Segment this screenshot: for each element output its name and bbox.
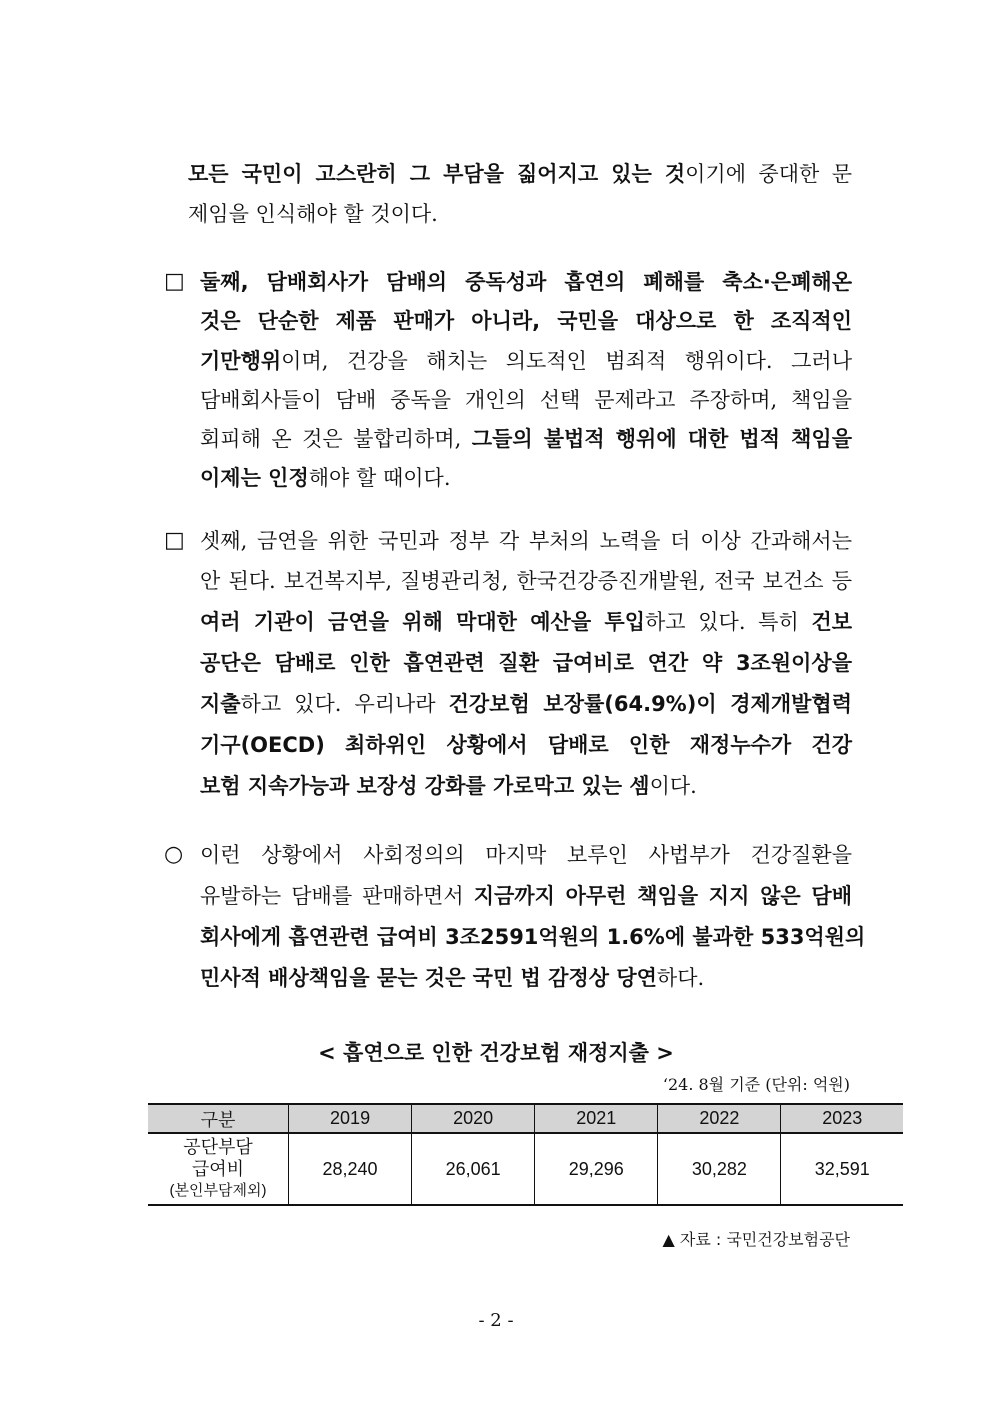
value-2023: 32,591 <box>781 1133 903 1205</box>
para3-line2-plain: 유발하는 담배를 판매하면서 <box>200 884 474 908</box>
header-category: 구분 <box>148 1104 289 1133</box>
para2-line7 <box>200 772 697 800</box>
para2-line2: 안 된다. 보건복지부, 질병관리청, 한국건강증진개발원, 전국 보건소 등 <box>200 569 852 593</box>
table-header-row <box>148 1104 903 1133</box>
row-label <box>148 1133 289 1205</box>
header-2023: 2023 <box>781 1104 903 1133</box>
para1-line6-bold: 이제는 인정 <box>200 466 309 490</box>
para2-line7-bold: 보험 지속가능과 보장성 강화를 가로막고 있는 셈 <box>200 774 650 798</box>
para1-line3-rest: 이며, 건강을 해치는 의도적인 범죄적 행위이다. 그러나 <box>281 349 852 373</box>
para2-line3-bold2: 건보 <box>811 610 853 634</box>
para1-line2: 것은 단순한 제품 판매가 아니라, 국민을 대상으로 한 조직적인 <box>200 309 852 333</box>
para2-line3-bold: 여러 기관이 금연을 위해 막대한 예산을 투입 <box>200 610 646 634</box>
para1-line3-bold: 기만행위 <box>200 349 282 373</box>
table-caption: < 흡연으로 인한 건강보험 재정지출 > <box>318 1041 674 1065</box>
row-label-line2: 급여비 <box>191 1159 245 1179</box>
header-2020: 2020 <box>412 1104 535 1133</box>
header-2022: 2022 <box>658 1104 781 1133</box>
para3-line4 <box>200 964 704 992</box>
para2-line1: 셋째, 금연을 위한 국민과 정부 각 부처의 노력을 더 이상 간과해서는 <box>200 529 852 553</box>
value-2019: 28,240 <box>289 1133 412 1205</box>
para3-line4-bold: 민사적 배상책임을 묻는 것은 국민 법 감정상 당연 <box>200 966 657 990</box>
header-2019: 2019 <box>289 1104 412 1133</box>
header-2021: 2021 <box>535 1104 658 1133</box>
para1-line4: 담배회사들이 담배 중독을 개인의 선택 문제라고 주장하며, 책임을 <box>200 388 852 412</box>
para2-line6: 기구(OECD) 최하위인 상황에서 담배로 인한 재정누수가 건강 <box>200 733 852 757</box>
para1-line1: 둘째, 담배회사가 담배의 중독성과 흡연의 폐해를 축소·은폐해온 <box>200 270 852 294</box>
para0-line2: 제임을 인식해야 할 것이다. <box>188 202 438 226</box>
page-number: - 2 - <box>478 1310 514 1331</box>
para1-line3 <box>200 347 852 375</box>
para3-line2-bold: 지금까지 아무런 책임을 지지 않은 담배 <box>473 884 852 908</box>
para0-line1-rest: 이기에 중대한 문 <box>685 162 852 186</box>
para1-line5-plain: 회피해 온 것은 불합리하며, <box>200 427 472 451</box>
para0-line1-bold: 모든 국민이 고스란히 그 부담을 짊어지고 있는 것 <box>188 162 686 186</box>
para3-line3: 회사에게 흡연관련 급여비 3조2591억원의 1.6%에 불과한 533억원의 <box>200 925 866 949</box>
para1-line5 <box>200 425 852 453</box>
para3-line1: 이런 상황에서 사회정의의 마지막 보루인 사법부가 건강질환을 <box>200 843 852 867</box>
table-basis: ‘24. 8월 기준 (단위: 억원) <box>662 1075 850 1094</box>
para1-square-icon: □ <box>164 269 185 294</box>
value-2022: 30,282 <box>658 1133 781 1205</box>
para2-line5-bold: 지출 <box>200 692 241 716</box>
para1-line6 <box>200 464 451 492</box>
para2-line5-bold2: 건강보험 보장률(64.9%)이 경제개발협력 <box>448 692 852 716</box>
value-2021: 29,296 <box>535 1133 658 1205</box>
table-row <box>148 1133 903 1205</box>
para3-line2 <box>200 882 852 910</box>
para2-line5 <box>200 690 852 718</box>
expenditure-table <box>148 1103 903 1206</box>
row-label-line1: 공단부담 <box>183 1137 253 1157</box>
para2-line7-rest: 이다. <box>649 774 697 798</box>
value-2020: 26,061 <box>412 1133 535 1205</box>
para2-line3 <box>200 608 852 636</box>
para1-line6-rest: 해야 할 때이다. <box>308 466 451 490</box>
source-note: ▲ 자료 : 국민건강보험공단 <box>662 1230 850 1249</box>
para2-square-icon: □ <box>164 528 185 553</box>
para3-circle-icon: ○ <box>164 842 184 867</box>
para0-line1 <box>188 160 852 188</box>
para2-line4: 공단은 담배로 인한 흡연관련 질환 급여비로 연간 약 3조원이상을 <box>200 651 852 675</box>
para2-line5-mid: 하고 있다. 우리나라 <box>240 692 449 716</box>
para3-line4-rest: 하다. <box>656 966 705 990</box>
row-label-line3: (본인부담제외) <box>169 1182 267 1199</box>
para2-line3-mid: 하고 있다. 특히 <box>645 610 812 634</box>
para1-line5-bold: 그들의 불법적 행위에 대한 법적 책임을 <box>471 427 852 451</box>
